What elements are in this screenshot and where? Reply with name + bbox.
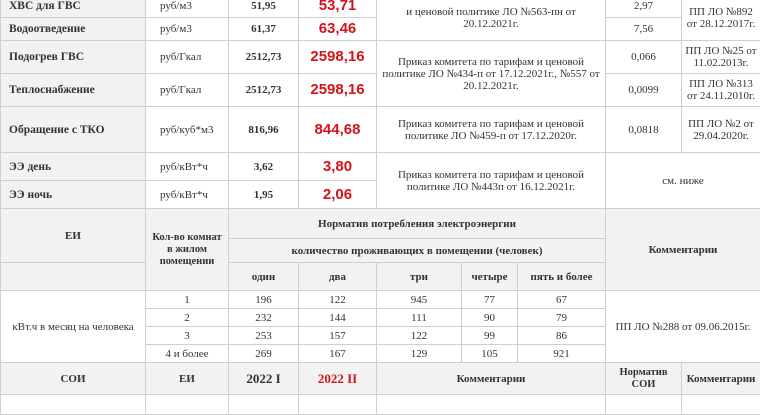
unit: руб/кВт*ч <box>146 181 229 209</box>
order-ee: Приказ комитета по тарифам и ценовой политике ЛО №443п от 16.12.2021г. <box>377 153 606 209</box>
norm-value: 232 <box>229 309 299 327</box>
norm-value: 67 <box>518 291 606 309</box>
people-1: один <box>229 263 299 291</box>
ee-col-rooms: Кол-во комнат в жилом помещении <box>146 209 229 291</box>
unit: руб/куб*м3 <box>146 107 229 153</box>
norm-hvs: 2,97 <box>606 0 682 18</box>
ee-norm-subtitle: количество проживающих в помещении (человек) <box>229 239 606 263</box>
norm-value: 105 <box>462 345 518 363</box>
service-name: Теплоснабжение <box>1 74 146 107</box>
norm-value: 129 <box>377 345 462 363</box>
service-name: ЭЭ ночь <box>1 181 146 209</box>
unit: руб/кВт*ч <box>146 153 229 181</box>
norm-tko: 0,0818 <box>606 107 682 153</box>
norm-value: 144 <box>299 309 377 327</box>
norm-value: 90 <box>462 309 518 327</box>
value-2022-2: 2,06 <box>299 181 377 209</box>
service-name: ХВС для ГВС <box>1 0 146 18</box>
soi-col-ei: ЕИ <box>146 363 229 395</box>
unit: руб/м3 <box>146 18 229 41</box>
order-heat: Приказ комитета по тарифам и ценовой политике ЛО №434-п от 17.12.2021г., №557 от 20.12.2021г. <box>377 41 606 107</box>
norm-value: 945 <box>377 291 462 309</box>
norm-value: 122 <box>299 291 377 309</box>
value-2022-2: 3,80 <box>299 153 377 181</box>
soi-col-soi: СОИ <box>1 363 146 395</box>
ee-comment: ПП ЛО №288 от 09.06.2015г. <box>606 291 760 363</box>
people-4: четыре <box>462 263 518 291</box>
ee-col-ei-cont <box>1 263 146 291</box>
rooms: 4 и более <box>146 345 229 363</box>
value-2022-2: 2598,16 <box>299 74 377 107</box>
soi-col-2022-1: 2022 I <box>229 363 299 395</box>
tariff-row-podogrev <box>1 41 760 74</box>
comment-tko: ПП ЛО №2 от 29.04.2020г. <box>682 107 760 153</box>
comment-podogrev: ПП ЛО №25 от 11.02.2013г. <box>682 41 760 74</box>
rooms: 3 <box>146 327 229 345</box>
service-name: Подогрев ГВС <box>1 41 146 74</box>
norm-value: 196 <box>229 291 299 309</box>
tariff-row-ee-day <box>1 153 760 181</box>
ee-col-ei: ЕИ <box>1 209 146 263</box>
value-2022-1: 51,95 <box>229 0 299 18</box>
value-2022-2: 844,68 <box>299 107 377 153</box>
value-2022-2: 2598,16 <box>299 41 377 74</box>
ee-col-comment: Комментарии <box>606 209 760 291</box>
people-2: два <box>299 263 377 291</box>
norm-value: 157 <box>299 327 377 345</box>
tariff-row-hvs <box>1 0 760 18</box>
ee-norm-title: Норматив потребления электроэнергии <box>229 209 606 239</box>
norm-teplo: 0,0099 <box>606 74 682 107</box>
value-2022-1: 2512,73 <box>229 74 299 107</box>
value-2022-1: 816,96 <box>229 107 299 153</box>
norm-value: 269 <box>229 345 299 363</box>
order-tko: Приказ комитета по тарифам и ценовой политике ЛО №459-п от 17.12.2020г. <box>377 107 606 153</box>
ee-norm-row <box>1 291 760 309</box>
value-2022-2: 63,46 <box>299 18 377 41</box>
soi-header-row <box>1 363 760 395</box>
value-2022-1: 1,95 <box>229 181 299 209</box>
norm-value: 122 <box>377 327 462 345</box>
norm-value: 921 <box>518 345 606 363</box>
value-2022-1: 3,62 <box>229 153 299 181</box>
service-name: Водоотведение <box>1 18 146 41</box>
soi-col-2022-2: 2022 II <box>299 363 377 395</box>
soi-col-norm: Норматив СОИ <box>606 363 682 395</box>
rooms: 1 <box>146 291 229 309</box>
unit: руб/Гкал <box>146 41 229 74</box>
unit: руб/Гкал <box>146 74 229 107</box>
norm-podogrev: 0,066 <box>606 41 682 74</box>
unit: руб/м3 <box>146 0 229 18</box>
comment-teplo: ПП ЛО №313 от 24.11.2010г. <box>682 74 760 107</box>
comment-ee: см. ниже <box>606 153 760 209</box>
soi-col-comments: Комментарии <box>377 363 606 395</box>
people-5: пять и более <box>518 263 606 291</box>
service-name: Обращение с ТКО <box>1 107 146 153</box>
value-2022-2: 53,71 <box>299 0 377 18</box>
order-water: и ценовой политике ЛО №563-пн от 20.12.2021г. <box>377 0 606 41</box>
norm-value: 167 <box>299 345 377 363</box>
soi-col-comments2: Комментарии <box>682 363 760 395</box>
people-3: три <box>377 263 462 291</box>
norm-vodo: 7,56 <box>606 18 682 41</box>
service-name: ЭЭ день <box>1 153 146 181</box>
value-2022-1: 61,37 <box>229 18 299 41</box>
norm-value: 86 <box>518 327 606 345</box>
ee-unit: кВт.ч в месяц на человека <box>1 291 146 363</box>
norm-value: 77 <box>462 291 518 309</box>
norm-value: 79 <box>518 309 606 327</box>
norm-value: 111 <box>377 309 462 327</box>
norm-value: 253 <box>229 327 299 345</box>
value-2022-1: 2512,73 <box>229 41 299 74</box>
tariff-row-tko <box>1 107 760 153</box>
comment-water: ПП ЛО №892 от 28.12.2017г. <box>682 0 760 41</box>
rooms: 2 <box>146 309 229 327</box>
ee-norm-header-row <box>1 209 760 239</box>
norm-value: 99 <box>462 327 518 345</box>
